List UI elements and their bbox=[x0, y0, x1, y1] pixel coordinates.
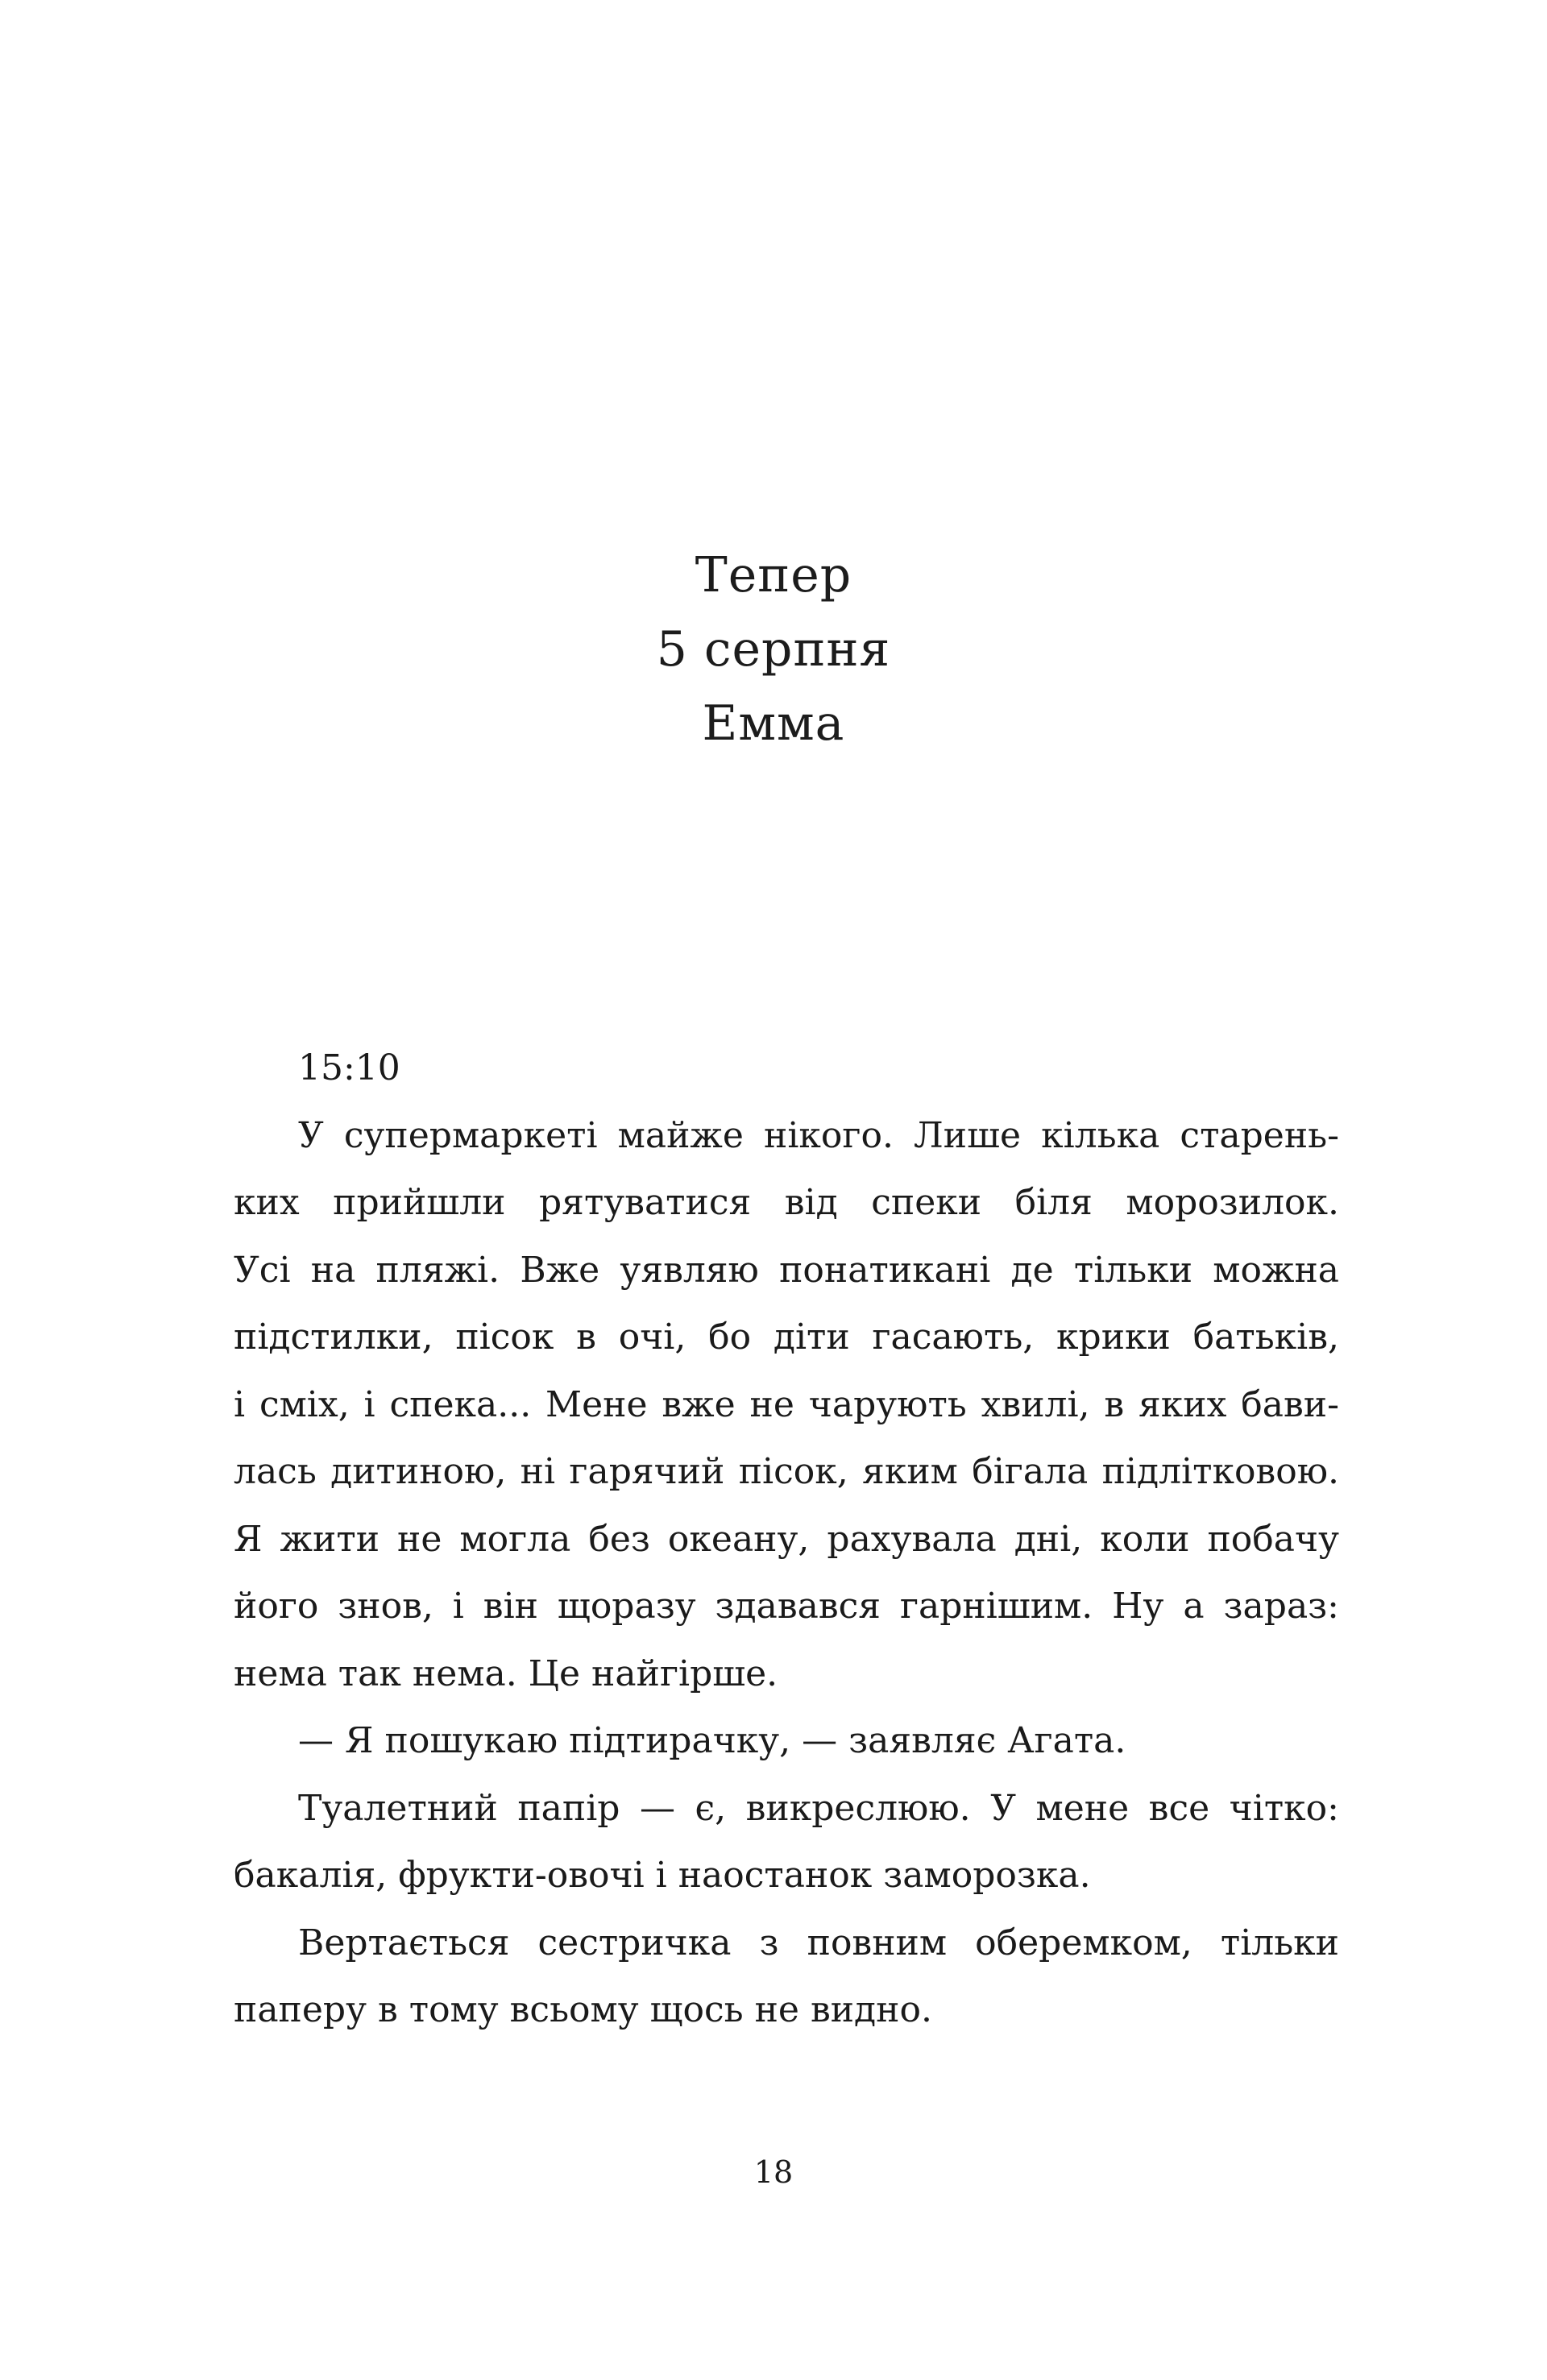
text-line: бакалія, фрукти-овочі і наостанок заморозка. bbox=[234, 1855, 1091, 1896]
text-line: паперу в тому всьому щось не видно. bbox=[234, 1989, 932, 2030]
page-number: 18 bbox=[753, 2154, 794, 2190]
paragraph-1 bbox=[234, 1102, 1339, 1708]
text-line: лась дитиною, ні гарячий пісок, яким бігала підлітковою. bbox=[234, 1451, 1339, 1492]
body-text bbox=[234, 1035, 1339, 2044]
text-line: його знов, і він щоразу здавався гарнішим. Ну а зараз: bbox=[234, 1586, 1339, 1627]
text-line: ких прийшли рятуватися від спеки біля морозилок. bbox=[234, 1182, 1339, 1223]
text-line: Усі на пляжі. Вже уявляю понатикані де тільки можна bbox=[234, 1249, 1339, 1291]
paragraph-4 bbox=[234, 1909, 1339, 2044]
text-line: і сміх, і спека... Мене вже не чарують хвилі, в яких бави- bbox=[234, 1383, 1339, 1425]
text-line: Я жити не могла без океану, рахувала дні, коли побачу bbox=[234, 1518, 1339, 1560]
chapter-heading bbox=[0, 538, 1547, 761]
text-line: підстилки, пісок в очі, бо діти гасають, крики батьків, bbox=[234, 1316, 1339, 1358]
text-line: — Я пошукаю підтирачку, — заявляє Агата. bbox=[298, 1720, 1126, 1761]
paragraph-3 bbox=[234, 1775, 1339, 1909]
text-line: У супермаркеті майже нікого. Лише кілька старень- bbox=[298, 1114, 1339, 1156]
chapter-heading-time-label: Тепер bbox=[695, 547, 852, 603]
paragraph-2-dialogue bbox=[234, 1707, 1339, 1775]
timestamp: 15:10 bbox=[298, 1047, 400, 1088]
text-line: нема так нема. Це найгірше. bbox=[234, 1652, 778, 1694]
chapter-heading-narrator: Емма bbox=[702, 695, 845, 752]
text-line: Вертається сестричка з повним оберемком, тільки bbox=[298, 1922, 1339, 1963]
text-line: Туалетний папір — є, викреслюю. У мене все чітко: bbox=[298, 1787, 1339, 1829]
chapter-heading-date: 5 серпня bbox=[656, 621, 891, 678]
